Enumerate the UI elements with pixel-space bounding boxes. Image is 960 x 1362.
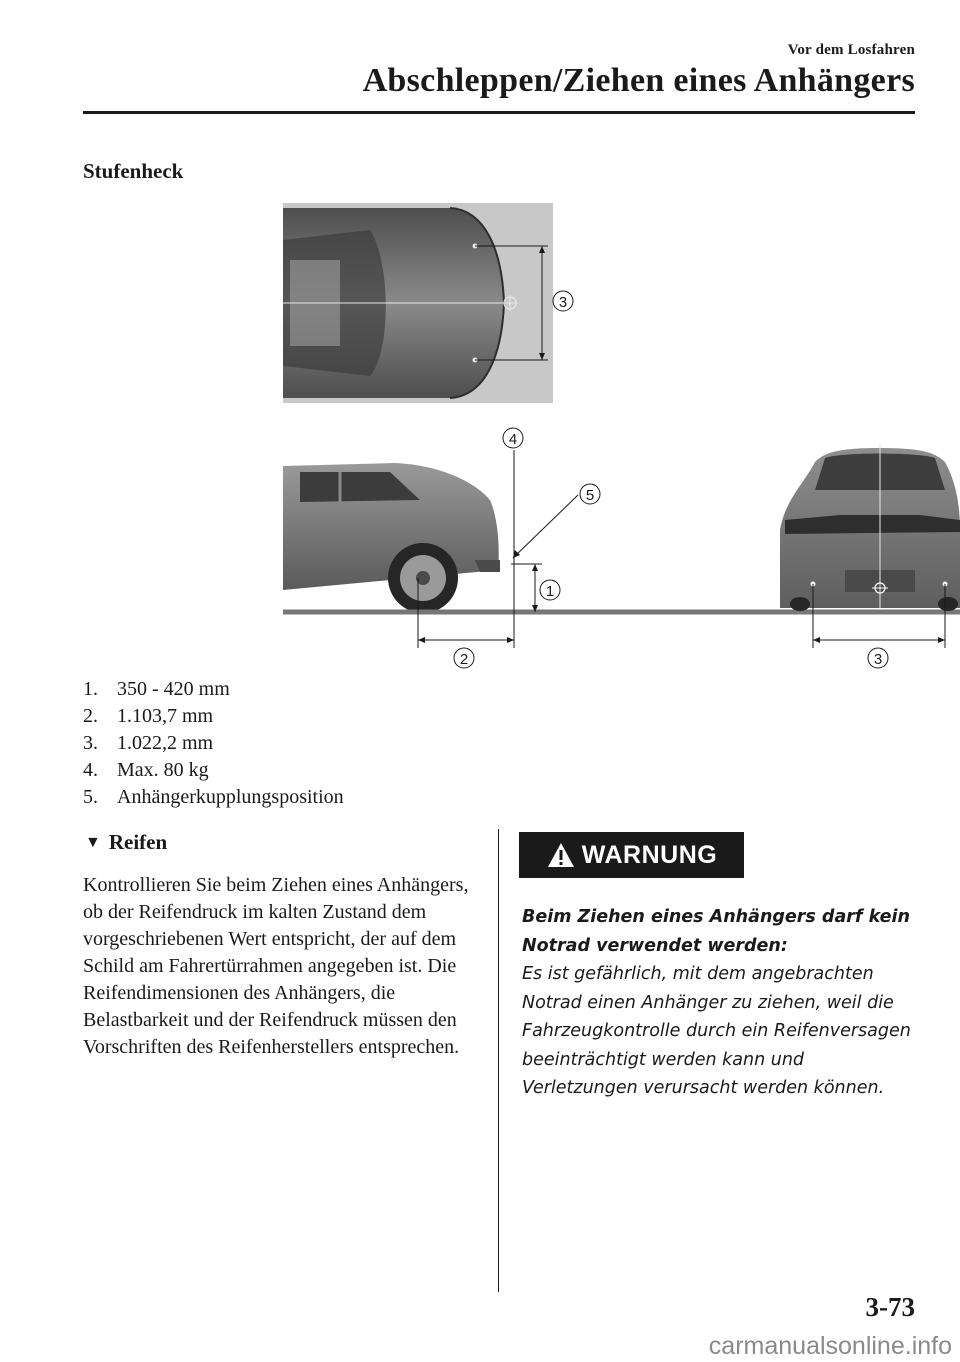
- legend-text: 1.103,7 mm: [117, 705, 214, 727]
- warning-text: [522, 903, 922, 1103]
- legend-number: 1.: [83, 678, 98, 700]
- callout-2: [454, 648, 474, 668]
- tires-body-text: Kontrollieren Sie beim Ziehen eines Anhängers, ob der Reifendruck im kalten Zustand dem vorgeschriebenen Wert entspricht, der auf dem Schild am Fahrertürrahmen angegeben ist. Die Reifendimensionen des Anhängers, die Belastbarkeit und der Reifendruck müssen den Vorschriften des Reifenherstellers entsprechen.: [83, 874, 469, 1058]
- legend-number: 2.: [83, 705, 98, 727]
- warning-label: WARNUNG: [581, 840, 718, 869]
- dimension-legend: [83, 676, 344, 811]
- legend-number: 3.: [83, 732, 98, 754]
- callout-label: 2: [459, 651, 469, 668]
- page-number: 3-73: [865, 1292, 915, 1322]
- warning-bold-text: Beim Ziehen eines Anhängers darf kein Notrad verwendet werden:: [522, 907, 910, 956]
- legend-text: Anhängerkupplungsposition: [117, 786, 344, 808]
- callout-5: [580, 484, 600, 504]
- legend-item: [83, 676, 344, 703]
- chapter-name: Vor dem Losfahren: [787, 42, 915, 58]
- callout-4: [503, 428, 523, 448]
- legend-text: 350 - 420 mm: [117, 678, 230, 700]
- callout-label: 3: [558, 294, 568, 311]
- legend-text: Max. 80 kg: [117, 759, 209, 781]
- callout-3-top: [553, 291, 573, 311]
- legend-item: [83, 757, 344, 784]
- tires-heading: [85, 830, 167, 855]
- tires-heading-text: Reifen: [108, 830, 168, 854]
- legend-item: [83, 730, 344, 757]
- callout-3-rear: [868, 648, 888, 668]
- callout-label: 5: [585, 487, 595, 504]
- car-top-view: [283, 203, 553, 403]
- watermark: carmanualsonline.info: [708, 1332, 952, 1360]
- page-title: Abschleppen/Ziehen eines Anhängers: [362, 62, 915, 99]
- warning-triangle-icon: [546, 841, 576, 869]
- callout-label: 1: [545, 583, 555, 600]
- car-rear-view: [780, 448, 960, 611]
- callout-label: 4: [508, 431, 518, 448]
- legend-text: 1.022,2 mm: [117, 732, 214, 754]
- section-title: Stufenheck: [83, 159, 184, 183]
- legend-number: 4.: [83, 759, 98, 781]
- legend-item: [83, 703, 344, 730]
- header-rule: [83, 111, 915, 114]
- car-side-view: [283, 463, 500, 613]
- callout-label: 3: [873, 651, 883, 668]
- legend-number: 5.: [83, 786, 98, 808]
- legend-item: [83, 784, 344, 811]
- warning-body-text: Es ist gefährlich, mit dem angebrachten Notrad einen Anhänger zu ziehen, weil die Fahrzeugkontrolle durch ein Reifenversagen beeinträchtigt werden kann und Verletzungen verursacht werden können.: [522, 964, 911, 1098]
- sedan-dimension-figure: [280, 200, 960, 670]
- warning-badge: [519, 832, 744, 878]
- callout-1: [540, 580, 560, 600]
- triangle-down-icon: ▼: [85, 833, 101, 851]
- column-divider: [498, 829, 499, 1292]
